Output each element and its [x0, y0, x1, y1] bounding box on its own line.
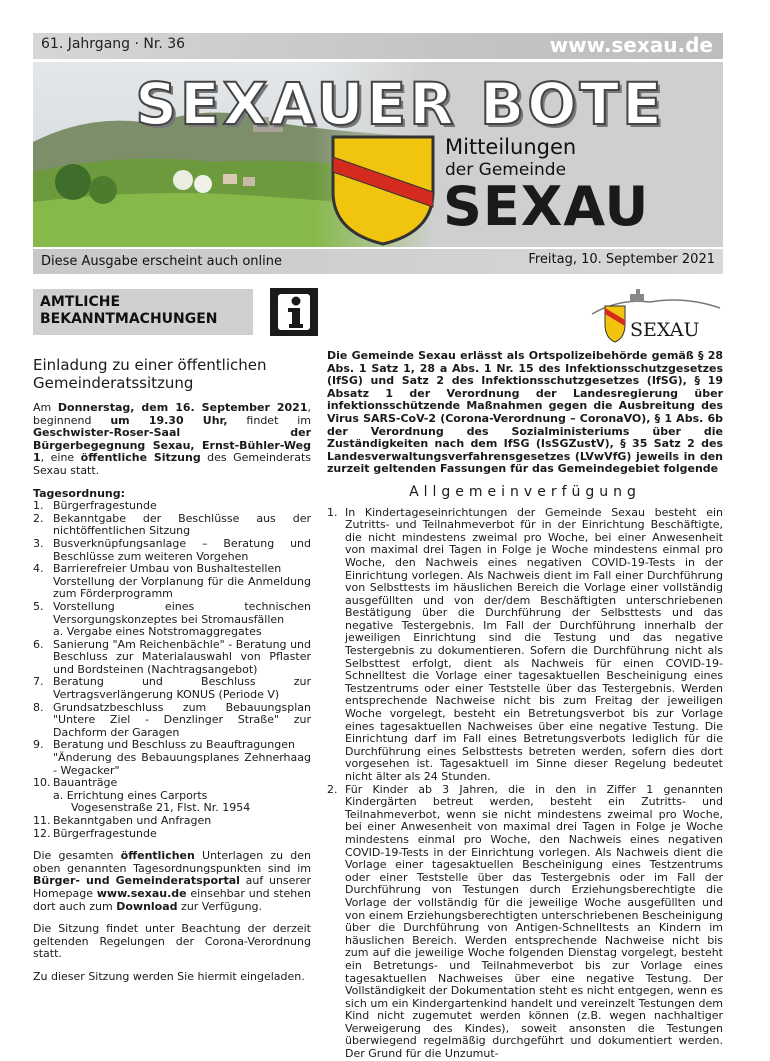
coat-of-arms-icon — [328, 132, 438, 247]
agenda-item-text: Grundsatzbeschluss zum Bebauungsplan "Untere Ziel - Denzlinger Straße" zur Dachform der Garagen — [53, 700, 311, 739]
subtitle-line2: der Gemeinde — [445, 160, 567, 180]
invitation-intro: Am Donnerstag, dem 16. September 2021, beginnend um 19.30 Uhr, findet im Geschwister-Roser-Saal der Bürgerbegegnung Sexau, Ernst-Bühler-Weg 1, eine öffentliche Sitzung des Gemeinderats Sexau statt. — [33, 401, 312, 477]
invitation-title: Einladung zu einer öffentlichen Gemeinderatssitzung — [33, 356, 267, 392]
ordinance-item-text: In Kindertageseinrichtungen der Gemeinde Sexau besteht ein Zutritts- und Teilnahmeverbot für in der Einrichtung Beschäftigte, die nicht mindestens zweimal pro Woche, bei einer Anwesenheit von maximal drei Tagen in Folge je Woche mindestens einmal pro Woche, den Nachweis eines negativen COVID-19-Tests in der Einrichtung vorlegen. Als Nachweis dient im Fall einer Durchführung von Selbsttests im häuslichen Bereich die Vorlage einer vollständig ausgefüllten und von der/dem Beschäftigten unterschriebenen Bestätigung über die Durchführung der Selbsttests und das negative Testergebnis. Im Fall der Durchführung innerhalb der jeweiligen Einrichtung sind die Testung und das negative Testergebnis zu dokumentieren. Sofern die Durchführung nicht als Selbsttest erfolgt, dient als Nachweis für einen COVID-19-Schnelltest die Vorlage einer tagesaktuellen Bescheinigung eines Testzentrums oder einer Teststelle über das Testergebnis. Werden entsprechende Nachweise nicht bis zum Freitag der jeweiligen Woche vorgelegt, besteht ein Betretungsverbot bis zur Vorlage eines tagesaktuellen Nachweises über eine negative Testung. Die Einrichtung darf im Fall eines Betretungsverbots lediglich für die Durchführung eines Selbsttests betreten werden, sofern dies dort vorgesehen ist. Tagesaktuell im Sinne dieser Regelung bedeutet nicht älter als 24 Stunden. — [345, 505, 723, 783]
section-label-line1: AMTLICHE — [40, 294, 121, 310]
agenda-item-text: Beratung und Beschluss zu Beauftragungen — [53, 738, 295, 752]
agenda-item-text: Barrierefreier Umbau von Bushaltestellen — [53, 562, 282, 576]
agenda-item-number: 1. — [33, 499, 44, 513]
invitation-column — [33, 356, 311, 994]
agenda-item-number: 10. — [33, 776, 51, 790]
ordinance-item — [327, 784, 723, 1061]
top-bar — [33, 33, 723, 59]
agenda-item-number: 2. — [33, 511, 44, 525]
agenda-item — [33, 513, 311, 538]
agenda-item-text: Vogesenstraße 21, Flst. Nr. 1954 — [71, 801, 251, 815]
agenda-item — [33, 676, 311, 701]
agenda-item-text: Vorstellung der Vorplanung für die Anmeldung zum Förderprogramm — [53, 574, 311, 601]
ordinance-column — [327, 350, 723, 1061]
corona-paragraph: Die Sitzung findet unter Beachtung der derzeit geltenden Regelungen der Corona-Verordnung statt. — [33, 922, 311, 961]
agenda-item-text: Vorstellung eines technischen Versorgungskonzeptes bei Stromausfällen — [53, 599, 311, 626]
agenda-item-number: 5. — [33, 599, 44, 613]
ordinance-lead: Die Gemeinde Sexau erlässt als Ortspolizeibehörde gemäß § 28 Abs. 1 Satz 1, 28 a Abs. 1 Nr. 15 des Infektionsschutzgesetzes (IfSG) und Satz 2 des Infektionsschutzgesetzes (IfSG), § 19 Absatz 1 der Verordnung der Landesregierung über infektionsschützende Maßnahmen gegen die Ausbreitung des Virus SARS-CoV-2 (Corona-Verordnung – CoronaVO), § 1 Abs. 6b der Verordnung des Sozialministeriums über die Zuständigkeiten nach dem IfSG (IsSGZustV), § 35 Satz 2 des Landesverwaltungsverfahrensgesetzes (LVwVfG) jeweils in den zurzeit geltenden Fassungen für das Gemeindegebiet folgende — [327, 349, 723, 476]
agenda-item — [33, 828, 311, 841]
sexau-logo — [590, 286, 725, 346]
agenda-item-text: Bürgerfragestunde — [53, 499, 157, 513]
agenda-item-text: Bürgerfragestunde — [53, 826, 157, 840]
agenda-item-number: 6. — [33, 637, 44, 651]
issue-number: 61. Jahrgang · Nr. 36 — [41, 36, 186, 52]
agenda-item — [33, 576, 311, 601]
agenda-item-text: a. Vergabe eines Notstromaggregates — [53, 625, 262, 639]
ordinance-heading: Allgemeinverfügung — [409, 483, 641, 500]
agenda-label: Tagesordnung: — [33, 486, 126, 500]
ordinance-item-number: 2. — [327, 782, 338, 796]
ordinance-item — [327, 507, 723, 784]
agenda-item — [33, 702, 311, 740]
info-icon — [270, 288, 318, 336]
agenda-item-text: Bekanntgabe der Beschlüsse aus der nichtöffentlichen Sitzung — [53, 511, 311, 538]
agenda-list — [33, 500, 311, 840]
ordinance-item-text: Für Kinder ab 3 Jahren, die in den in Ziffer 1 genannten Kindergärten betreut werden, besteht ein Zutritts- und Teilnahmeverbot, wenn sie nicht mindestens zweimal pro Woche, bei einer Anwesenheit von maximal drei Tagen in Folge je Woche mindestens einmal pro Woche, den Nachweis eines negativen COVID-19-Tests in der Einrichtung vorlegen. Als Nachweis dient die Vorlage einer tagesaktuellen Bescheinigung eines Testzentrums oder einer Teststelle über das Testergebnis oder im Fall der Durchführung von Testungen durch Erziehungsberechtigte die Vorlage der vollständig für die jeweilige Woche ausgefüllten und von einem Erziehungsberechtigten unterschriebenen Bescheinigung über die Durchführung von Antigen-Schnelltests an Kindern im häuslichen Bereich. Werden entsprechende Nachweise nicht bis zum auf die jeweilige Woche folgenden Dienstag vorgelegt, besteht ein Betretungs- und Teilnahmeverbot bis zur Vorlage eines tagesaktuellen Nachweises über eine negative Testung. Der Vollständigkeit der Dokumentation steht es nicht entgegen, wenn es sich um ein Kindergartenkind handelt und vereinzelt Testungen dem Kind nicht zugemutet werden können (z.B. wegen nachhaltiger Verweigerung des Kindes), soweit ansonsten die Testungen überwiegend regelmäßig durchgeführt und dokumentiert werden. Der Grund für die Unzumut- — [345, 782, 723, 1061]
agenda-item-text: Busverknüpfungsanlage – Beratung und Beschlüsse zum weiteren Vorgehen — [53, 536, 311, 563]
documents-paragraph: Die gesamten öffentlichen Unterlagen zu den oben genannten Tagesordnungspunkten sind im Bürger- und Gemeinderatsportal auf unserer Homepage www.sexau.de einsehbar und stehen dort auch zum Download zur Verfügung. — [33, 849, 311, 913]
agenda-item-text: Sanierung "Am Reichenbächle" - Beratung und Beschluss zur Materialauswahl von Pflaster und Bordsteinen (Nachtragsangebot) — [53, 637, 311, 676]
section-label — [33, 289, 253, 335]
agenda-item-number: 8. — [33, 700, 44, 714]
town-name: SEXAU — [443, 175, 650, 238]
website-link[interactable]: www.sexau.de — [549, 33, 713, 57]
agenda-item-text: Bekanntgaben und Anfragen — [53, 814, 212, 827]
agenda-item-text: a. Errichtung eines Carports — [53, 788, 208, 802]
logo-text: SEXAU — [630, 319, 700, 341]
info-bar — [33, 249, 723, 274]
agenda-item-number: 9. — [33, 738, 44, 752]
agenda-item — [33, 538, 311, 563]
agenda-item-number: 7. — [33, 675, 44, 689]
agenda-item-number: 3. — [33, 536, 44, 550]
agenda-item — [33, 752, 311, 777]
subtitle-line1: Mitteilungen — [445, 135, 577, 159]
closing-paragraph: Zu dieser Sitzung werden Sie hiermit eingeladen. — [33, 969, 305, 983]
online-note: Diese Ausgabe erscheint auch online — [41, 254, 282, 269]
agenda-item-number: 4. — [33, 562, 44, 576]
section-label-line2: BEKANNTMACHUNGEN — [40, 311, 218, 327]
homepage-link[interactable]: www.sexau.de — [96, 886, 187, 900]
agenda-item — [33, 639, 311, 677]
agenda-item-number: 12. — [33, 826, 51, 840]
agenda-item-text: Bauanträge — [53, 776, 118, 790]
agenda-item-number: 11. — [33, 814, 51, 827]
agenda-item — [33, 601, 311, 626]
issue-date: Freitag, 10. September 2021 — [528, 252, 715, 267]
agenda-item-text: "Änderung des Bebauungsplanes Zehnerhaag - Wegacker" — [53, 751, 311, 777]
ordinance-items — [327, 507, 723, 1061]
masthead-title: SEXAUER BOTE — [135, 70, 665, 138]
agenda-item-text: Beratung und Beschluss zur Vertragsverlängerung KONUS (Periode V) — [53, 675, 311, 702]
ordinance-item-number: 1. — [327, 505, 338, 519]
